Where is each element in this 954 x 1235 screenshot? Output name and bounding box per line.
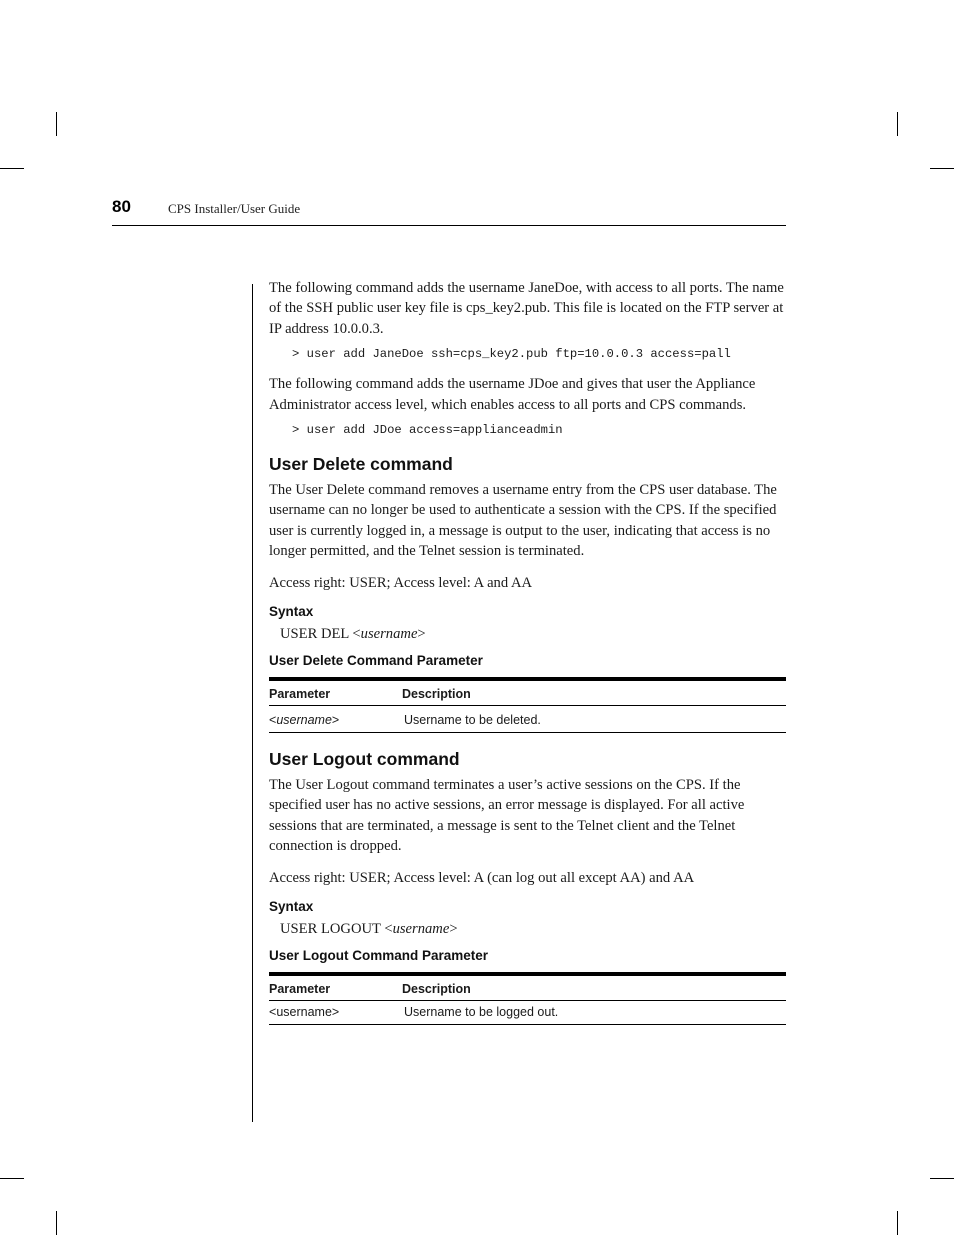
user-logout-syntax: USER LOGOUT <username> — [280, 921, 458, 938]
intro-paragraph-1: The following command adds the username JaneDoe, with access to all ports. The name of the SSH public user key file is cps_key2.pub. This file is located on the FTP server at IP address 10.0.0.3. — [269, 280, 784, 337]
crop-mark — [930, 168, 954, 169]
parameter-cell: <username> — [269, 713, 340, 728]
running-title: CPS Installer/User Guide — [168, 201, 301, 216]
section-heading-user-delete: User Delete command — [269, 454, 453, 475]
page-header — [112, 197, 786, 226]
user-delete-parameter-table — [269, 677, 786, 733]
description-cell: Username to be logged out. — [404, 1005, 559, 1020]
crop-mark — [0, 168, 24, 169]
user-logout-access: Access right: USER; Access level: A (can log out all except AA) and AA — [269, 869, 695, 886]
user-delete-syntax: USER DEL <username> — [280, 626, 426, 643]
syntax-heading: Syntax — [269, 604, 314, 620]
syntax-command: USER LOGOUT — [280, 921, 381, 938]
user-delete-access: Access right: USER; Access level: A and AA — [269, 574, 533, 591]
parameter-cell: <username> — [269, 1005, 340, 1020]
syntax-parameter: username — [392, 921, 450, 938]
table-row — [269, 1001, 786, 1025]
table-header-row — [269, 679, 786, 706]
crop-mark — [56, 112, 57, 136]
parameter-name: username — [276, 713, 332, 728]
description-cell: Username to be deleted. — [404, 713, 541, 728]
column-header-parameter: Parameter — [269, 974, 402, 1001]
user-logout-description: The User Logout command terminates a user’s active sessions on the CPS. If the specified user has no active sessions, an error message is displayed. For all active sessions that are terminated, a message is sent to the Telnet client and the Telnet connection is dropped. — [269, 777, 745, 855]
crop-mark — [0, 1178, 24, 1179]
column-header-description: Description — [402, 679, 786, 706]
code-example-1: > user add JaneDoe ssh=cps_key2.pub ftp=10.0.0.3 access=pall — [292, 347, 731, 362]
table-caption: User Delete Command Parameter — [269, 653, 483, 669]
user-logout-parameter-table — [269, 972, 786, 1025]
intro-paragraph-2: The following command adds the username JDoe and gives that user the Appliance Administrator access level, which enables access to all ports and CPS commands. — [269, 376, 756, 413]
column-header-parameter: Parameter — [269, 679, 402, 706]
crop-mark — [897, 112, 898, 136]
crop-mark — [897, 1211, 898, 1235]
user-delete-description: The User Delete command removes a username entry from the CPS user database. The username can no longer be used to authenticate a session with the CPS. If the specified user is currently logged in, a message is output to the user, indicating that access is no longer permitted, and the Telnet session is terminated. — [269, 482, 777, 560]
margin-rule — [252, 284, 253, 1122]
column-header-description: Description — [402, 974, 786, 1001]
syntax-parameter: username — [360, 626, 418, 643]
table-caption: User Logout Command Parameter — [269, 948, 489, 964]
crop-mark — [56, 1211, 57, 1235]
syntax-heading: Syntax — [269, 899, 314, 915]
section-heading-user-logout: User Logout command — [269, 749, 460, 770]
crop-mark — [930, 1178, 954, 1179]
parameter-name: username — [276, 1005, 332, 1020]
main-content — [269, 278, 786, 1025]
syntax-command: USER DEL — [280, 626, 349, 643]
page-number: 80 — [112, 197, 131, 216]
table-header-row — [269, 974, 786, 1001]
table-row — [269, 706, 786, 733]
code-example-2: > user add JDoe access=applianceadmin — [292, 423, 563, 438]
